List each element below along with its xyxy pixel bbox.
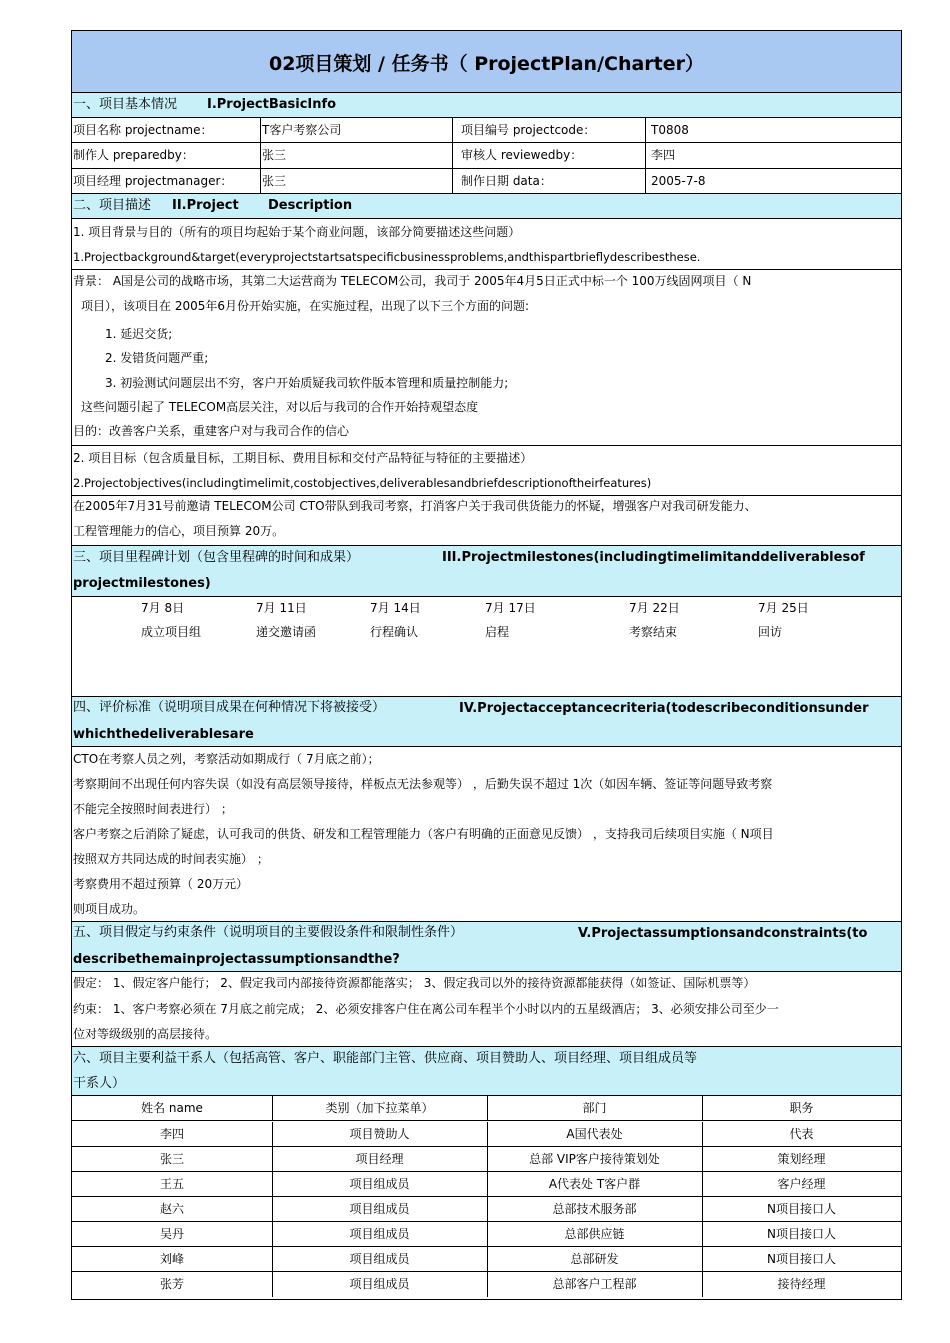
section-1-title-en: I.ProjectBasicInfo bbox=[207, 97, 337, 112]
section-3-title-cn: 三、项目里程碑计划（包含里程碑的时间和成果） bbox=[73, 550, 360, 565]
table-cell: A代表处 T客户群 bbox=[548, 1177, 641, 1191]
milestone-event: 考察结束 bbox=[629, 625, 678, 639]
milestone-event: 回访 bbox=[758, 625, 783, 639]
section-3-title-en: III.Projectmilestones(includingtimelimitanddeliverablesof bbox=[442, 550, 865, 565]
table-row bbox=[72, 1172, 901, 1197]
section-2-title-cn: 二、项目描述 bbox=[73, 198, 152, 213]
table-row bbox=[72, 1222, 901, 1247]
table-cell: 代表 bbox=[789, 1127, 814, 1141]
section-2-title-en: II.Project bbox=[172, 198, 239, 213]
milestone-event: 成立项目组 bbox=[141, 625, 202, 639]
table-cell: 项目组成员 bbox=[349, 1227, 410, 1241]
section-5-heading bbox=[72, 922, 901, 972]
table-cell: 总部技术服务部 bbox=[552, 1202, 637, 1216]
table-cell: 王五 bbox=[159, 1177, 184, 1191]
q1-cn: 1. 项目背景与目的（所有的项目均起始于某个商业问题，该部分简要描述这些问题） bbox=[73, 225, 521, 239]
project-code-label: 项目编号 projectcode： bbox=[461, 123, 596, 137]
table-row bbox=[72, 1272, 901, 1297]
table-cell: N项目接口人 bbox=[767, 1202, 836, 1216]
table-cell: 张芳 bbox=[159, 1277, 184, 1291]
acceptance-criteria bbox=[72, 747, 901, 922]
milestone-event: 行程确认 bbox=[370, 625, 419, 639]
document-title: 02项目策划 / 任务书（ ProjectPlan/Charter） bbox=[268, 53, 705, 75]
table-cell: 总部 VIP客户接待策划处 bbox=[529, 1152, 660, 1166]
attention-line: 这些问题引起了 TELECOM高层关注，对以后与我司的合作开始持观望态度 bbox=[81, 400, 479, 414]
date-value: 2005-7-8 bbox=[651, 174, 706, 188]
constraints-line-1: 约束： 1、客户考察必须在 7月底之前完成； 2、必须安排客户住在离公司车程半个小时以内的五星级酒店； 3、必须安排公司至少一 bbox=[73, 1002, 779, 1016]
obj-line-1: 在2005年7月31号前邀请 TELECOM公司 CTO带队到我司考察，打消客户关于我司供货能力的怀疑，增强客户对我司研发能力、 bbox=[73, 499, 757, 513]
q1-en: 1.Projectbackground&target(everyprojectstartsatspecificbusinessproblems,andthispartbrieflydescribesthese. bbox=[73, 250, 701, 264]
table-cell: 项目组成员 bbox=[349, 1277, 410, 1291]
section-5-title-en-2: describethemainprojectassumptionsandthe? bbox=[73, 952, 400, 967]
table-cell: 项目组成员 bbox=[349, 1202, 410, 1216]
column-header: 类别（加下拉菜单） bbox=[325, 1101, 434, 1115]
table-cell: 项目赞助人 bbox=[349, 1127, 410, 1141]
prepared-by-label: 制作人 preparedby： bbox=[73, 148, 194, 162]
reviewed-by-label: 审核人 reviewedby： bbox=[461, 148, 583, 162]
column-header: 姓名 name bbox=[141, 1101, 203, 1115]
bg-line-1: 背景： A国是公司的战略市场，其第二大运营商为 TELECOM公司，我司于 2005年4月5日正式中标一个 100万线固网项目（ N bbox=[73, 274, 752, 288]
section-4-title-cn: 四、评价标准（说明项目成果在何种情况下将被接受） bbox=[73, 700, 386, 715]
milestone-date: 7月 25日 bbox=[758, 601, 809, 615]
table-cell: 李四 bbox=[159, 1127, 184, 1141]
objectives-question bbox=[72, 446, 901, 496]
section-2-heading bbox=[72, 194, 901, 219]
info-row-2 bbox=[72, 143, 901, 169]
section-6-heading bbox=[72, 1047, 901, 1096]
objectives-answer bbox=[72, 496, 901, 546]
q2-en: 2.Projectobjectives(includingtimelimit,costobjectives,deliverablesandbriefdescriptionoftheirfeatures) bbox=[73, 476, 652, 490]
manager-value: 张三 bbox=[262, 174, 287, 188]
table-row bbox=[72, 1147, 901, 1172]
section-5-title-en: V.Projectassumptionsandconstraints(to bbox=[578, 926, 868, 941]
table-cell: 客户经理 bbox=[777, 1177, 826, 1191]
table-cell: N项目接口人 bbox=[767, 1252, 836, 1266]
criteria-line: 考察期间不出现任何内容失误（如没有高层领导接待，样板点无法参观等） ，后勤失误不超过 1次（如因车辆、签证等问题导致考察 bbox=[73, 777, 773, 791]
milestone-event: 启程 bbox=[485, 625, 510, 639]
milestone-date: 7月 22日 bbox=[629, 601, 680, 615]
constraints-line-2: 位对等级级别的高层接待。 bbox=[73, 1027, 218, 1041]
table-row bbox=[72, 1122, 901, 1147]
table-cell: 总部供应链 bbox=[564, 1227, 625, 1241]
milestone-date: 7月 8日 bbox=[141, 601, 185, 615]
problem-item: 1. 延迟交货; bbox=[105, 327, 173, 341]
criteria-line: 则项目成功。 bbox=[73, 902, 146, 916]
assumptions-constraints bbox=[72, 972, 901, 1047]
table-cell: 策划经理 bbox=[777, 1152, 826, 1166]
criteria-line: 客户考察之后消除了疑虑，认可我司的供货、研发和工程管理能力（客户有明确的正面意见反馈） ，支持我司后续项目实施（ N项目 bbox=[73, 827, 774, 841]
table-row bbox=[72, 1247, 901, 1272]
milestone-date: 7月 17日 bbox=[485, 601, 536, 615]
criteria-line: CTO在考察人员之列，考察活动如期成行（ 7月底之前）； bbox=[73, 752, 380, 766]
info-row-3 bbox=[72, 169, 901, 194]
purpose-line: 目的：改善客户关系，重建客户对与我司合作的信心 bbox=[73, 424, 350, 438]
table-cell: 刘峰 bbox=[159, 1252, 184, 1266]
table-cell: 项目组成员 bbox=[349, 1177, 410, 1191]
criteria-line: 不能完全按照时间表进行） ； bbox=[73, 802, 233, 816]
manager-label: 项目经理 projectmanager： bbox=[73, 174, 233, 188]
background-question bbox=[72, 219, 901, 270]
criteria-line: 按照双方共同达成的时间表实施） ； bbox=[73, 852, 269, 866]
table-cell: 赵六 bbox=[159, 1202, 184, 1216]
milestone-date: 7月 14日 bbox=[370, 601, 421, 615]
criteria-line: 考察费用不超过预算（ 20万元） bbox=[73, 877, 249, 891]
table-cell: 吴丹 bbox=[159, 1227, 184, 1241]
info-row-1 bbox=[72, 118, 901, 143]
table-cell: N项目接口人 bbox=[767, 1227, 836, 1241]
section-2-title-en-2: Description bbox=[268, 198, 353, 213]
document-title-bar bbox=[72, 31, 901, 93]
column-header: 部门 bbox=[582, 1101, 607, 1115]
project-name-value: T客户考察公司 bbox=[262, 123, 342, 137]
problem-item: 3. 初验测试问题层出不穷，客户开始质疑我司软件版本管理和质量控制能力; bbox=[105, 376, 509, 390]
section-5-title-cn: 五、项目假定与约束条件（说明项目的主要假设条件和限制性条件） bbox=[73, 925, 464, 940]
column-header: 职务 bbox=[789, 1101, 814, 1115]
table-row bbox=[72, 1197, 901, 1222]
table-header-row bbox=[72, 1096, 901, 1121]
section-4-title-en-2: whichthedeliverablesare bbox=[73, 727, 254, 742]
table-cell: 张三 bbox=[159, 1152, 184, 1166]
obj-line-2: 工程管理能力的信心，项目预算 20万。 bbox=[73, 524, 285, 538]
milestones-panel bbox=[72, 597, 901, 697]
section-1-title-cn: 一、项目基本情况 bbox=[73, 97, 178, 112]
assumptions-line: 假定： 1、假定客户能行； 2、假定我司内部接待资源都能落实； 3、假定我司以外的接待资源都能获得（如签证、国际机票等） bbox=[73, 976, 756, 990]
section-4-title-en: IV.Projectacceptancecriteria(todescribeconditionsunder bbox=[459, 701, 869, 716]
table-cell: 接待经理 bbox=[777, 1277, 826, 1291]
date-label: 制作日期 data： bbox=[461, 174, 552, 188]
project-name-label: 项目名称 projectname： bbox=[73, 123, 213, 137]
table-cell: 项目组成员 bbox=[349, 1252, 410, 1266]
section-6-title-line-1: 六、项目主要利益干系人（包括高管、客户、职能部门主管、供应商、项目赞助人、项目经理、项目组成员等 bbox=[73, 1051, 698, 1066]
stakeholder-table bbox=[72, 1096, 901, 1301]
table-cell: 总部客户工程部 bbox=[552, 1277, 637, 1291]
background-answer bbox=[72, 270, 901, 446]
reviewed-by-value: 李四 bbox=[651, 148, 676, 162]
section-6-title-line-2: 干系人） bbox=[73, 1076, 126, 1091]
table-cell: 项目经理 bbox=[355, 1152, 404, 1166]
bg-line-2: 项目），该项目在 2005年6月份开始实施，在实施过程，出现了以下三个方面的问题: bbox=[81, 299, 530, 313]
milestone-event: 递交邀请函 bbox=[256, 625, 317, 639]
problem-item: 2. 发错货问题严重; bbox=[105, 351, 209, 365]
section-1-heading bbox=[72, 93, 901, 118]
milestone-date: 7月 11日 bbox=[256, 601, 307, 615]
project-code-value: T0808 bbox=[651, 123, 689, 137]
table-cell: A国代表处 bbox=[566, 1127, 623, 1141]
charter-document bbox=[71, 30, 902, 1300]
section-3-heading bbox=[72, 546, 901, 597]
q2-cn: 2. 项目目标（包含质量目标，工期目标、费用目标和交付产品特征与特征的主要描述） bbox=[73, 451, 533, 465]
prepared-by-value: 张三 bbox=[262, 148, 287, 162]
table-cell: 总部研发 bbox=[570, 1252, 619, 1266]
section-3-title-en-2: projectmilestones) bbox=[73, 576, 211, 591]
section-4-heading bbox=[72, 697, 901, 747]
